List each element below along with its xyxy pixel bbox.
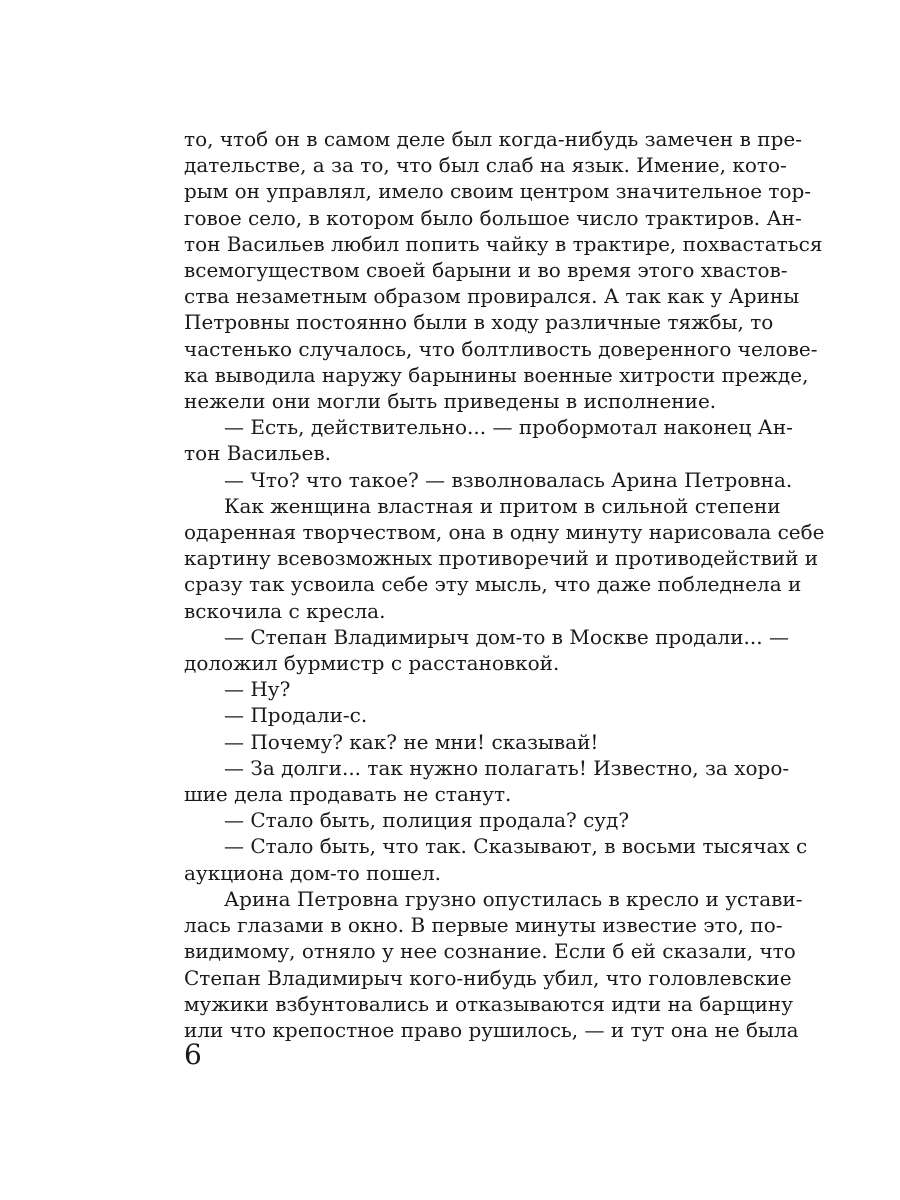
paragraph: [184, 807, 754, 833]
paragraph: [184, 126, 823, 414]
text-line: — Что? что такое? — взволновалась Арина Петровна.: [224, 467, 793, 492]
page-body-text: [184, 126, 825, 1043]
paragraph: [184, 886, 803, 1043]
text-line: нежели они могли быть приведены в исполнение.: [184, 389, 717, 414]
text-line: тон Васильев.: [184, 441, 331, 466]
text-line: вскочила с кресла.: [184, 598, 386, 623]
paragraph: [184, 676, 754, 702]
text-line: лась глазами в окно. В первые минуты известие это, по-: [184, 913, 783, 938]
text-line: — Стало быть, полиция продала? суд?: [224, 808, 630, 833]
text-line: рым он управлял, имело своим центром значительное тор-: [184, 179, 812, 204]
text-line: — Стало быть, что так. Сказывают, в восьми тысячах с: [224, 834, 808, 859]
text-line: одаренная творчеством, она в одну минуту нарисовала себе: [184, 520, 825, 545]
text-line: всемогуществом своей барыни и во время этого хвастов-: [184, 258, 788, 283]
text-line: — Почему? как? не мни! сказывай!: [224, 729, 599, 754]
text-line: — За долги... так нужно полагать! Известно, за хоро-: [224, 755, 790, 780]
text-line: — Продали-с.: [224, 703, 368, 728]
paragraph: [184, 467, 793, 493]
text-line: картину всевозможных противоречий и противодействий и: [184, 546, 819, 571]
paragraph: [184, 729, 754, 755]
paragraph: [184, 414, 793, 466]
text-line: — Ну?: [224, 677, 291, 702]
text-line: — Степан Владимирыч дом-то в Москве продали... —: [224, 624, 789, 649]
text-line: ства незаметным образом провирался. А так как у Арины: [184, 284, 800, 309]
text-line: Как женщина властная и притом в сильной степени: [224, 493, 781, 518]
paragraph: [184, 624, 789, 676]
text-line: Степан Владимирыч кого-нибудь убил, что головлевские: [184, 965, 792, 990]
text-line: Петровны постоянно были в ходу различные тяжбы, то: [184, 310, 774, 335]
text-line: Арина Петровна грузно опустилась в кресло и устави-: [224, 886, 803, 911]
text-line: сразу так усвоила себе эту мысль, что даже побледнела и: [184, 572, 802, 597]
text-line: дательстве, а за то, что был слаб на язык. Имение, кото-: [184, 153, 787, 178]
text-line: тон Васильев любил попить чайку в трактире, похвастаться: [184, 231, 823, 256]
text-line: доложил бурмистр с расстановкой.: [184, 651, 560, 676]
text-line: частенько случалось, что болтливость доверенного челове-: [184, 336, 818, 361]
text-line: говое село, в котором было большое число трактиров. Ан-: [184, 205, 802, 230]
paragraph: [184, 755, 790, 807]
text-line: то, чтоб он в самом деле был когда-нибудь замечен в пре-: [184, 127, 802, 151]
paragraph: [184, 702, 754, 728]
text-line: мужики взбунтовались и отказываются идти на барщину: [184, 991, 793, 1016]
text-line: аукциона дом-то пошел.: [184, 860, 442, 885]
text-line: видимому, отняло у нее сознание. Если б ей сказали, что: [184, 939, 796, 964]
paragraph: [184, 493, 825, 624]
text-line: шие дела продавать не станут.: [184, 782, 512, 807]
text-line: ка выводила наружу барынины военные хитрости прежде,: [184, 362, 809, 387]
text-line: — Есть, действительно... — пробормотал наконец Ан-: [224, 415, 793, 440]
text-line: или что крепостное право рушилось, — и тут она не была: [184, 1017, 799, 1042]
paragraph: [184, 833, 808, 885]
page-number: 6: [184, 1038, 202, 1071]
